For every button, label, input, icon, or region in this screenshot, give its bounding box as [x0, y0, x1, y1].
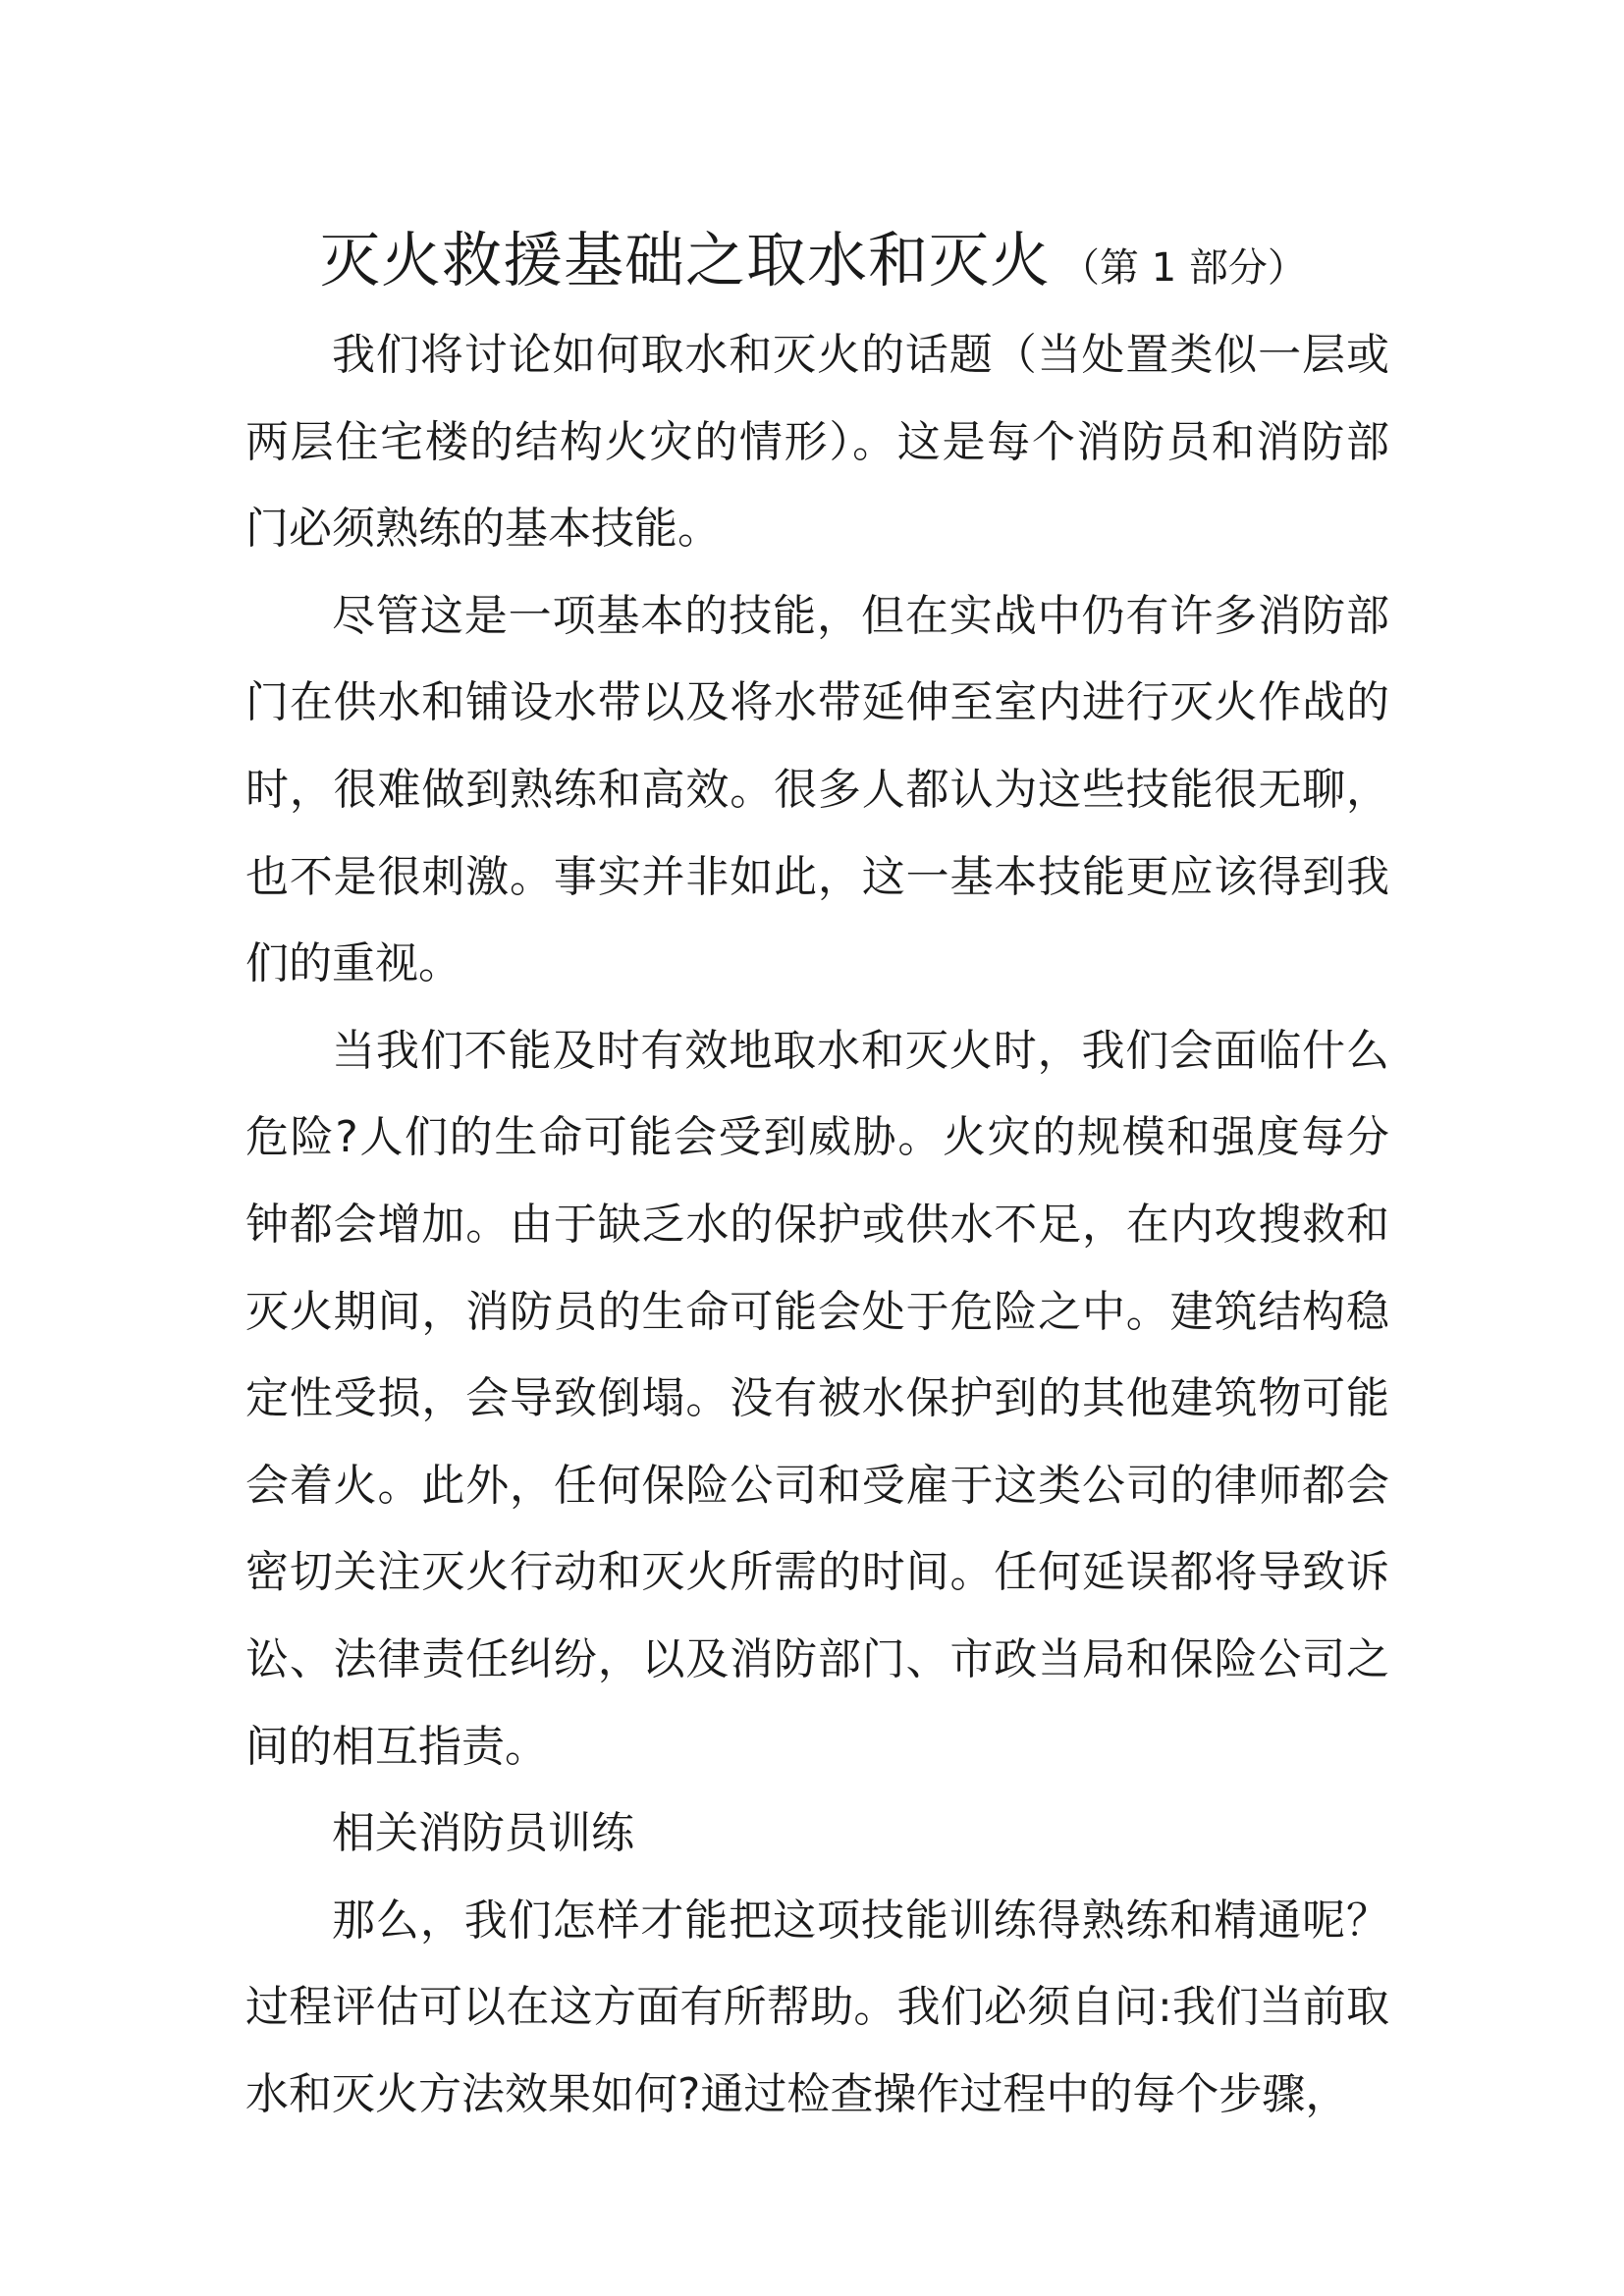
title-main-text: 灭火救援基础之取水和灭火 [320, 226, 1052, 295]
paragraph-process-evaluation: 那么，我们怎样才能把这项技能训练得熟练和精通呢？过程评估可以在这方面有所帮助。我们必须自问:我们当前取水和灭火方法效果如何?通过检查操作过程中的每个步骤， [245, 1895, 1389, 2119]
paragraph-intro: 我们将讨论如何取水和灭火的话题（当处置类似一层或两层住宅楼的结构火灾的情形）。这是每个消防员和消防部门必须熟练的基本技能。 [245, 330, 1389, 555]
section-heading-training: 相关消防员训练 [332, 1808, 634, 1859]
paragraph-risks: 当我们不能及时有效地取水和灭火时，我们会面临什么危险?人们的生命可能会受到威胁。火灾的规模和强度每分钟都会增加。由于缺乏水的保护或供水不足，在内攻搜救和灭火期间，消防员的生命可能会处于危险之中。建筑结构稳定性受损，会导致倒塌。没有被水保护到的其他建筑物可能会着火。此外，任何保险公司和受雇于这类公司的律师都会密切关注灭火行动和灭火所需的时间。任何延误都将导致诉讼、法律责任纠纷，以及消防部门、市政当局和保险公司之间的相互指责。 [245, 1025, 1389, 1772]
document-title [320, 222, 1400, 315]
title-part-label: （第 1 部分） [1060, 245, 1307, 291]
paragraph-basic-skill: 尽管这是一项基本的技能，但在实战中仍有许多消防部门在供水和铺设水带以及将水带延伸至室内进行灭火作战的时，很难做到熟练和高效。很多人都认为这些技能很无聊，也不是很刺激。事实并非如此，这一基本技能更应该得到我们的重视。 [245, 590, 1389, 989]
document-body [245, 312, 1389, 2138]
